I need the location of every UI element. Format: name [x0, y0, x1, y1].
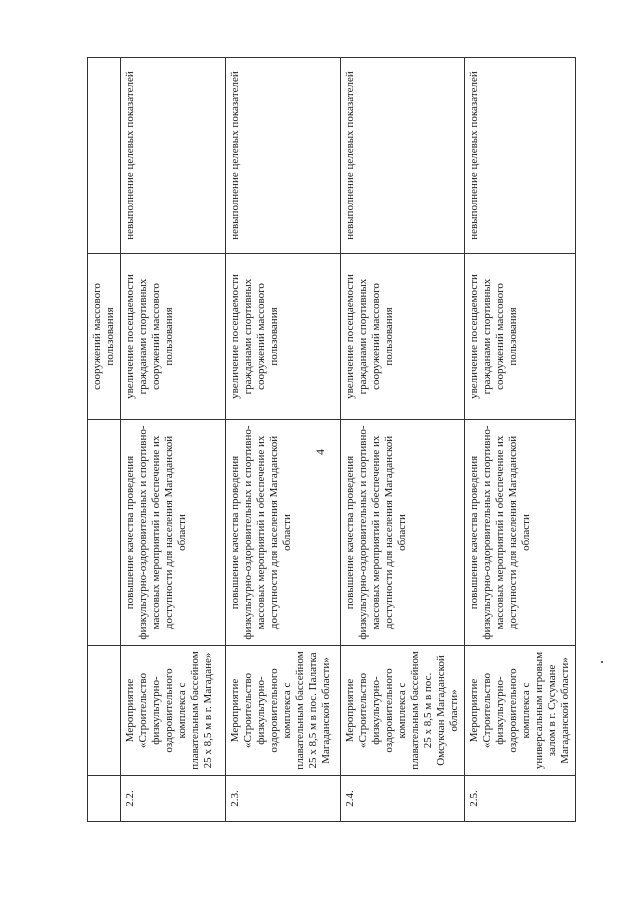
header-cell-effect: сооружений массового пользования: [88, 254, 121, 420]
table-row: [121, 58, 226, 822]
header-cell-risk: [88, 58, 121, 254]
row-number: 2.2.: [121, 776, 226, 822]
measure-name: Мероприятие «Строительство физкультурно-оздоровительного комплекса с плавательным бассейном 25 х 8,5 м в пос. Омсукчан Магаданской области»: [341, 646, 465, 776]
row-number: 2.5.: [465, 776, 576, 822]
expected-result: повышение качества проведения физкультурно-оздоровительных и спортивно-массовых мероприятий и обеспечение их доступности для населения Магаданской области: [226, 420, 341, 646]
row-number: 2.3.: [226, 776, 341, 822]
measure-name: Мероприятие «Строительство физкультурно-оздоровительного комплекса с плавательным бассейном 25 х 8,5 м в пос. Палатка Магаданской области»: [226, 646, 341, 776]
social-effect: увеличение посещаемости гражданами спортивных сооружений массового пользования: [465, 254, 576, 420]
social-effect: увеличение посещаемости гражданами спортивных сооружений массового пользования: [341, 254, 465, 420]
table-row: [341, 58, 465, 822]
header-cell-num: [88, 776, 121, 822]
table-row: [226, 58, 341, 822]
measures-table: [87, 57, 576, 822]
non-fulfilment-consequence: невыполнение целевых показателей: [341, 58, 465, 254]
header-cell-name: [88, 646, 121, 776]
non-fulfilment-consequence: невыполнение целевых показателей: [465, 58, 576, 254]
rotated-page: [87, 58, 571, 822]
non-fulfilment-consequence: невыполнение целевых показателей: [226, 58, 341, 254]
header-cell-result: [88, 420, 121, 646]
expected-result: повышение качества проведения физкультурно-оздоровительных и спортивно-массовых мероприятий и обеспечение их доступности для населения Магаданской области: [465, 420, 576, 646]
expected-result: повышение качества проведения физкультурно-оздоровительных и спортивно-массовых мероприятий и обеспечение их доступности для населения Магаданской области: [341, 420, 465, 646]
page-number: 4: [313, 449, 327, 455]
social-effect: увеличение посещаемости гражданами спортивных сооружений массового пользования: [121, 254, 226, 420]
social-effect: увеличение посещаемости гражданами спортивных сооружений массового пользования: [226, 254, 341, 420]
table-header-row: [88, 58, 121, 822]
scan-speck: [601, 661, 603, 663]
row-number: 2.4.: [341, 776, 465, 822]
table-row: [465, 58, 576, 822]
measure-name: Мероприятие «Строительство физкультурно-оздоровительного комплекса с универсальным игровым залом в г. Сусумане Магаданской области»: [465, 646, 576, 776]
expected-result: повышение качества проведения физкультурно-оздоровительных и спортивно-массовых мероприятий и обеспечение их доступности для населения Магаданской области: [121, 420, 226, 646]
non-fulfilment-consequence: невыполнение целевых показателей: [121, 58, 226, 254]
measure-name: Мероприятие «Строительство физкультурно-оздоровительного комплекса с плавательным бассейном 25 х 8,5 м в г. Магадане»: [121, 646, 226, 776]
